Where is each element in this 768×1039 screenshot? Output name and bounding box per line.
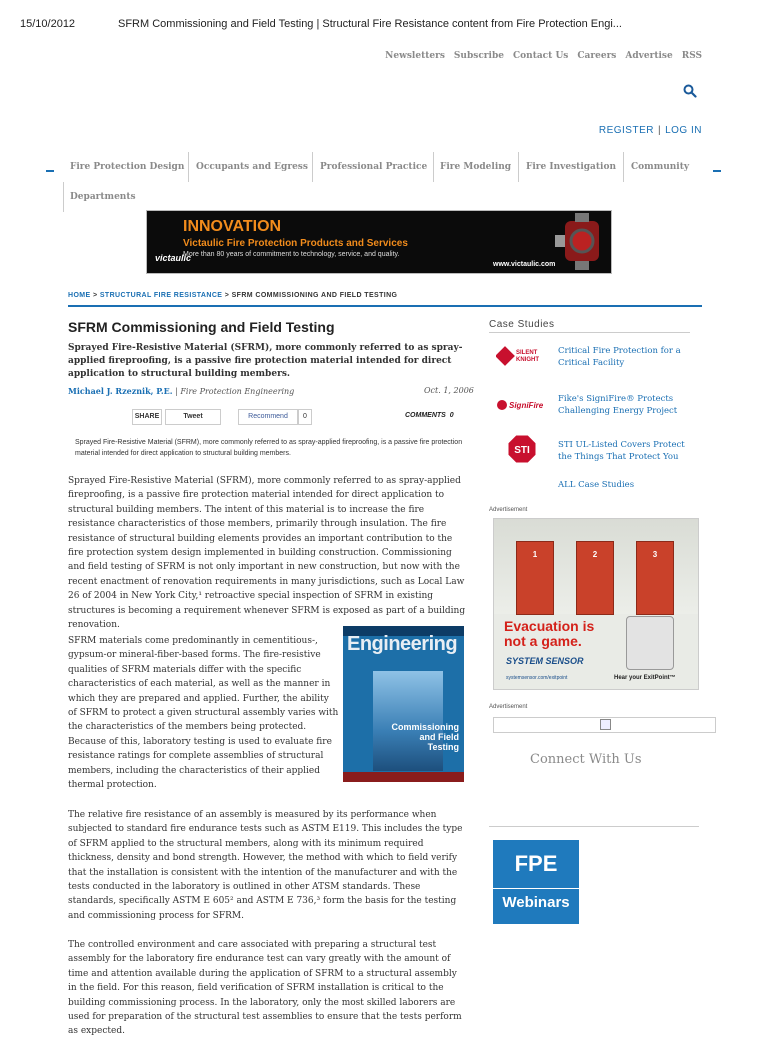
nav-subscribe-link[interactable]: Subscribe [453, 51, 504, 61]
recommend-button[interactable]: Recommend [238, 409, 298, 425]
comments-link[interactable] [405, 412, 454, 419]
print-title: SFRM Commissioning and Field Testing | Structural Fire Resistance content from Fire Protection Engi... [118, 18, 622, 30]
article-date: Oct. 1, 2006 [424, 386, 474, 395]
victaulic-logo: victaulic [155, 253, 192, 263]
utility-nav [385, 51, 702, 61]
nav-dash-left [46, 170, 54, 172]
fpe-badge-rule [493, 888, 579, 889]
cover-building-graphic [373, 671, 443, 771]
nav-newsletters-link[interactable]: Newsletters [385, 51, 445, 61]
svg-text:SILENT: SILENT [516, 350, 538, 356]
comments-label: COMMENTS [405, 412, 446, 419]
banner-ad[interactable] [146, 210, 612, 274]
fpe-badge-bottom: Webinars [502, 894, 570, 911]
all-case-studies-link[interactable]: ALL Case Studies [558, 480, 635, 490]
case-study-link[interactable]: STI UL-Listed Covers Protect the Things That Protect You [558, 440, 685, 462]
sti-stop-sign-icon [507, 434, 537, 464]
ad-tagline: Hear your ExitPoint™ [614, 675, 676, 681]
print-date: 15/10/2012 [20, 18, 76, 30]
register-link[interactable]: REGISTER [598, 125, 654, 136]
article-title: SFRM Commissioning and Field Testing [68, 319, 335, 335]
breadcrumb-section[interactable]: STRUCTURAL FIRE RESISTANCE [99, 292, 223, 299]
article-paragraph: The relative fire resistance of an assembly is measured by its performance when subjected to standard fire endurance tests such as ASTM E119. This includes the type of SFRM applied to the structural members, along with its minimum required thickness, density and bond strength. However, the method with which to field verify that the installation is consistent with the intention of the manufacturer and with the tests conducted in the laboratory is outlined in other ATSM standards. These standards, specifically ASTM E 605² and ASTM E 736,³ form the basis for the testing and commissioning process for SFRM. [68, 810, 463, 921]
author-link[interactable]: Michael J. Rzeznik, P.E. [68, 386, 173, 396]
nav-fire-modeling[interactable]: Fire Modeling [440, 162, 512, 172]
comments-count: 0 [449, 412, 454, 419]
signifire-logo [496, 396, 548, 408]
search-icon[interactable] [683, 84, 697, 98]
auth-separator: | [657, 125, 662, 136]
advertisement-label: Advertisement [489, 507, 528, 513]
nav-fire-protection-design[interactable]: Fire Protection Design [70, 162, 185, 172]
ad-url: systemsensor.com/exitpoint [506, 675, 568, 681]
breadcrumb-current: SFRM COMMISSIONING AND FIELD TESTING [231, 292, 398, 299]
breadcrumb-home[interactable]: HOME [68, 292, 91, 299]
image-caption: Sprayed Fire-Resistive Material (SFRM), more commonly referred to as spray-applied fireproofing, is a passive fire protection material intended for direct application to structural building members. [75, 439, 463, 457]
case-study-link[interactable]: Critical Fire Protection for a Critical Facility [558, 346, 681, 368]
nav-careers-link[interactable]: Careers [577, 51, 617, 61]
breadcrumb [68, 292, 397, 299]
case-studies-rule [489, 332, 690, 333]
banner-subhead: Victaulic Fire Protection Products and Services [183, 238, 408, 249]
nav-dash-right [713, 170, 721, 172]
publication-name: Fire Protection Engineering [180, 387, 295, 396]
nav-occupants-egress[interactable]: Occupants and Egress [196, 162, 308, 172]
svg-text:SigniFire: SigniFire [509, 401, 544, 410]
share-button[interactable]: SHARE [132, 409, 162, 425]
case-study-link[interactable]: Fike's SigniFire® Protects Challenging Energy Project [558, 394, 678, 416]
breadcrumb-separator: > [92, 292, 98, 299]
ad-headline: Evacuation is not a game. [504, 618, 595, 649]
ad-door: 1 [516, 541, 554, 615]
article-paragraph: Sprayed Fire-Resistive Material (SFRM), more commonly referred to as spray-applied fireproofing, is a passive fire protection material intended for direct application to structural building members. The intent of this material is to increase the fire resistance characteristics of those members, primarily through insulation. The fire resistance of structural building elements provides an important contribution to the fire protection system design implemented in building construction. Commissioning and field testing of SFRM is not only important in new construction, but now with the recent enactment of renovation requirements in many jurisdictions, such as Local Law 26 of 2004 in New York City,¹ retroactive special inspection of SFRM in existing structures is becoming a requirement whenever SFRM is exposed as part of a building renovation. [68, 476, 466, 631]
nav-departments[interactable]: Departments [70, 192, 136, 202]
system-sensor-ad[interactable] [493, 518, 699, 690]
valve-product-icon [555, 213, 609, 271]
article-paragraph: SFRM materials come predominantly in cementitious-, gypsum-or mineral-fiber-based forms. The fire-resistive qualities of SFRM materials differ with the specific characteristics of each material, as well as the manner in which they are prepared and applied. Further, the ability of SFRM to protect a given structural assembly varies with the characteristics of the members being protected. Because of this, laboratory testing is used to evaluate fire resistance ratings for complete assemblies of structural members, including the characteristics of their applied thermal protection. [68, 636, 339, 791]
tweet-button[interactable]: Tweet [165, 409, 221, 425]
recommend-count: 0 [298, 409, 312, 425]
system-sensor-logo: SYSTEM SENSOR [506, 656, 584, 666]
svg-text:STI: STI [514, 445, 530, 456]
nav-professional-practice[interactable]: Professional Practice [320, 162, 428, 172]
silent-knight-logo [496, 343, 548, 371]
article-dek: Sprayed Fire-Resistive Material (SFRM), more commonly referred to as spray-applied fireproofing, is a passive fire protection material intended for direct application to structural building members. [68, 343, 463, 379]
nav-rss-link[interactable]: RSS [681, 51, 702, 61]
nav-advertise-link[interactable]: Advertise [625, 51, 673, 61]
broken-image-icon [600, 719, 611, 730]
auth-links [599, 125, 702, 136]
nav-contact-link[interactable]: Contact Us [512, 51, 569, 61]
advertisement-label: Advertisement [489, 704, 528, 710]
cover-headline: Commissioning and Field Testing [391, 722, 459, 752]
case-studies-heading: Case Studies [489, 319, 555, 330]
connect-heading: Connect With Us [530, 752, 642, 767]
cover-footer-band [343, 772, 464, 782]
svg-text:KNIGHT: KNIGHT [516, 357, 539, 363]
cover-masthead: Engineering [347, 633, 458, 655]
nav-community[interactable]: Community [631, 162, 690, 172]
breadcrumb-rule [68, 305, 702, 307]
speaker-icon [626, 616, 674, 670]
login-link[interactable]: LOG IN [665, 125, 702, 136]
ad-door: 3 [636, 541, 674, 615]
byline-separator: | [175, 387, 178, 396]
connect-rule [489, 826, 699, 827]
banner-headline: INNOVATION [183, 218, 282, 235]
magazine-cover-image [343, 626, 464, 782]
banner-url: www.victaulic.com [493, 261, 556, 268]
fpe-badge-top: FPE [514, 851, 558, 876]
byline [68, 386, 294, 396]
article-paragraph: The controlled environment and care associated with preparing a structural test assembly for the laboratory fire endurance test can vary greatly with the amount of time and attention available during the application of SFRM to a structural assembly in the field. For this reason, field verification of SFRM installation is critical to the building commissioning process. In the laboratory, only the most skilled laborers are used for preparation of the structural test assemblies to ensure that the tests perform as expected. [68, 940, 462, 1037]
ad-door: 2 [576, 541, 614, 615]
fpe-webinars-badge[interactable] [493, 840, 579, 924]
banner-tagline: More than 80 years of commitment to technology, service, and quality. [183, 251, 400, 258]
nav-fire-investigation[interactable]: Fire Investigation [526, 162, 617, 172]
breadcrumb-separator: > [224, 292, 230, 299]
